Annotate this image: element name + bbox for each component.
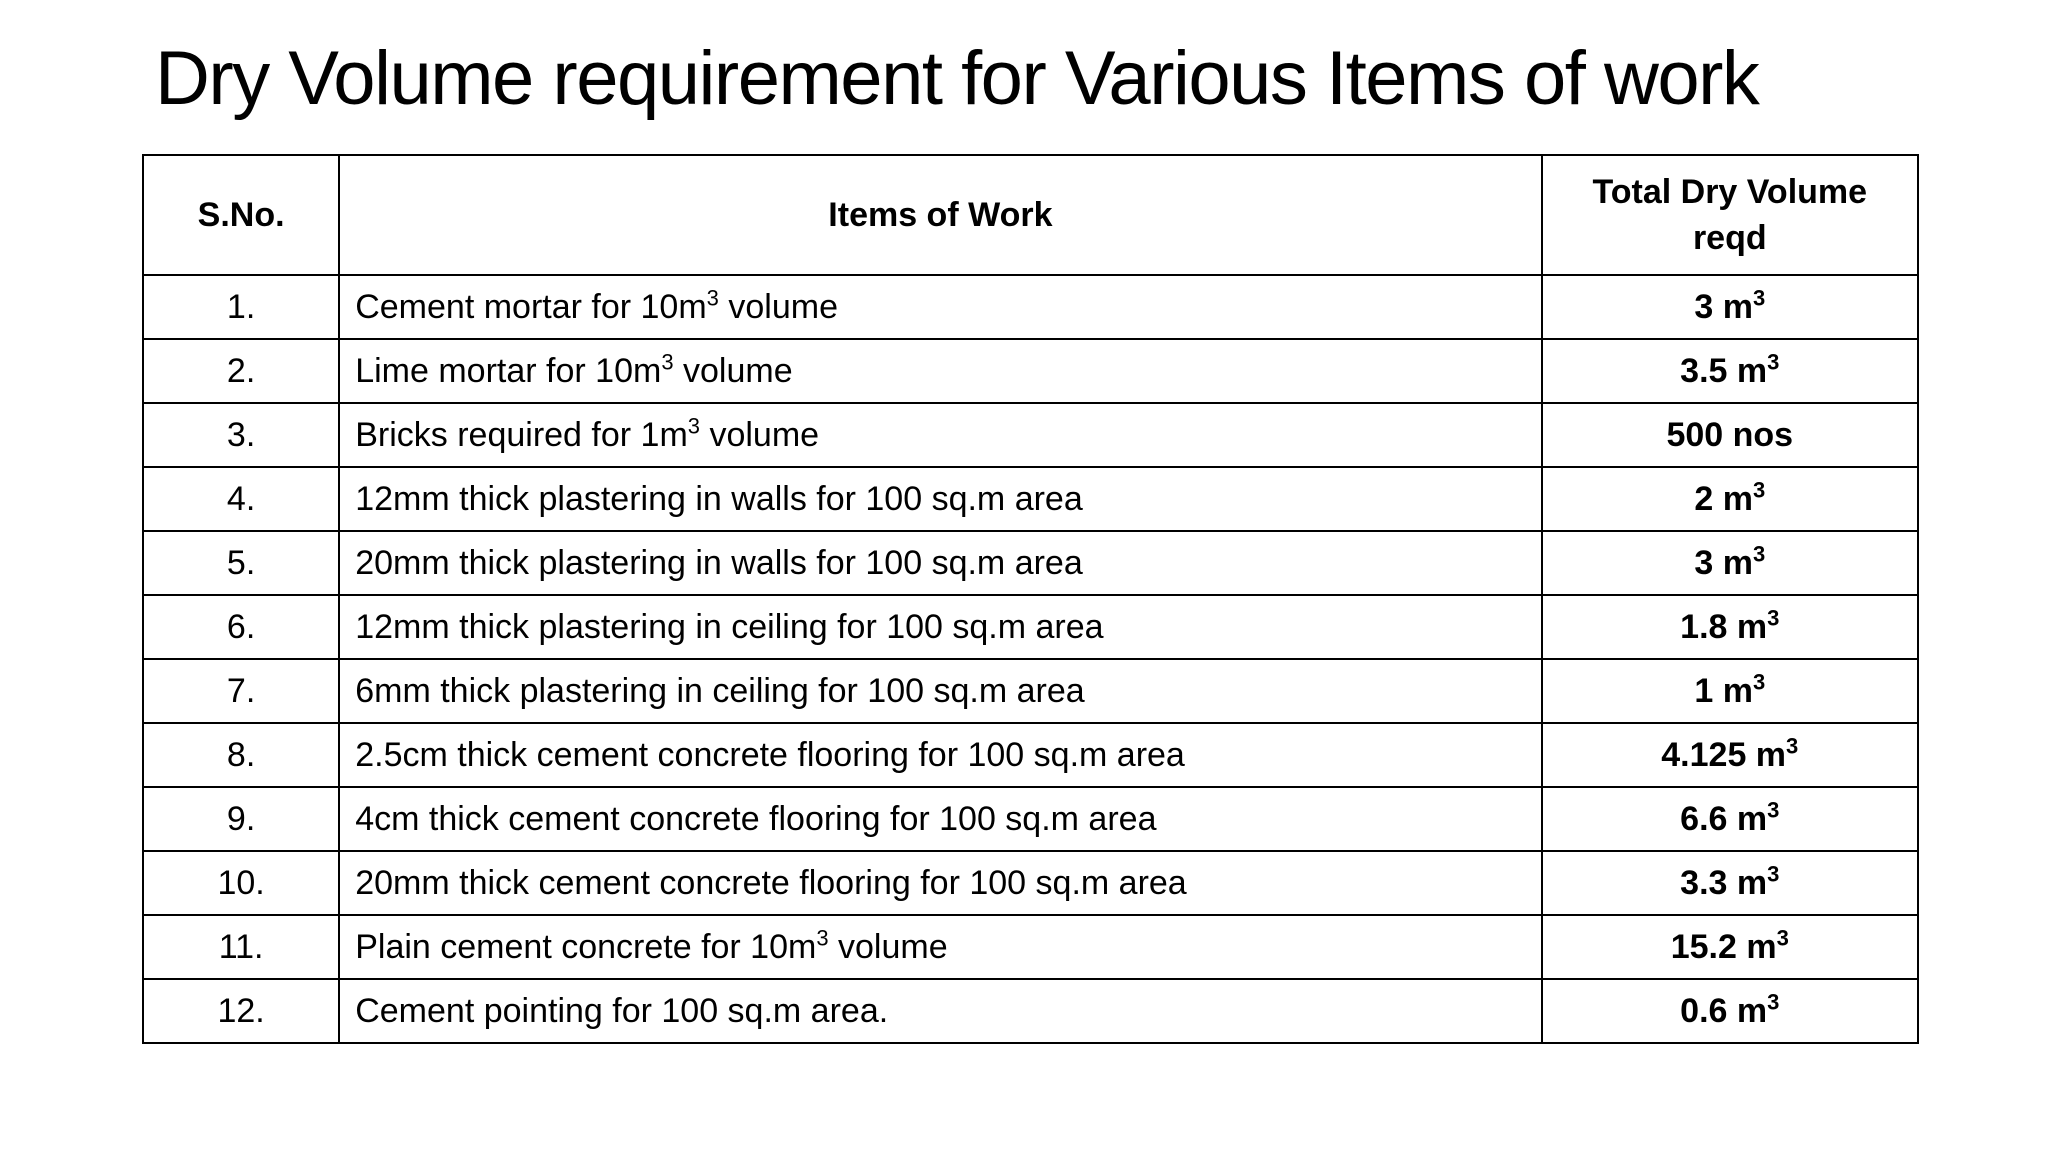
item-text-suffix: volume	[700, 415, 820, 454]
row-total-dry-volume	[1542, 979, 1918, 1043]
table-row	[143, 659, 1918, 723]
row-item-of-work	[339, 595, 1541, 659]
item-text-suffix: volume	[673, 351, 793, 390]
volume-superscript: 3	[1767, 349, 1780, 375]
table-row	[143, 467, 1918, 531]
item-text: Bricks required for 1m	[355, 415, 688, 454]
volume-value: 0.6 m	[1680, 991, 1768, 1030]
volume-value: 15.2 m	[1670, 927, 1777, 966]
volume-value: 3 m	[1694, 543, 1753, 582]
row-item-of-work	[339, 659, 1541, 723]
row-total-dry-volume	[1542, 467, 1918, 531]
header-total-dry-volume	[1542, 155, 1918, 275]
volume-value: 500 nos	[1666, 415, 1794, 454]
table-row	[143, 275, 1918, 339]
item-text: 4cm thick cement concrete flooring for 100 sq.m area	[355, 799, 1157, 838]
volume-superscript: 3	[1767, 605, 1780, 631]
item-superscript: 3	[687, 413, 701, 439]
item-text: Plain cement concrete for 10m	[355, 927, 817, 966]
row-sno: 3.	[143, 403, 339, 467]
item-text: 12mm thick plastering in ceiling for 100 sq.m area	[355, 607, 1104, 646]
row-sno: 1.	[143, 275, 339, 339]
volume-superscript: 3	[1752, 477, 1766, 503]
volume-value: 3.3 m	[1680, 863, 1768, 902]
row-sno: 2.	[143, 339, 339, 403]
row-total-dry-volume	[1542, 659, 1918, 723]
item-text: 12mm thick plastering in walls for 100 sq.m area	[355, 479, 1083, 518]
row-item-of-work	[339, 275, 1541, 339]
item-text: 20mm thick plastering in walls for 100 sq.m area	[355, 543, 1083, 582]
row-sno: 11.	[143, 915, 339, 979]
volume-superscript: 3	[1767, 797, 1780, 823]
row-total-dry-volume	[1542, 275, 1918, 339]
volume-superscript: 3	[1767, 989, 1780, 1015]
row-sno: 4.	[143, 467, 339, 531]
row-item-of-work	[339, 531, 1541, 595]
dry-volume-table	[142, 154, 1919, 1044]
volume-superscript: 3	[1767, 861, 1780, 887]
item-text: Lime mortar for 10m	[355, 351, 662, 390]
row-total-dry-volume	[1542, 531, 1918, 595]
row-total-dry-volume	[1542, 723, 1918, 787]
header-sno: S.No.	[143, 155, 339, 275]
volume-value: 3 m	[1694, 287, 1753, 326]
row-total-dry-volume	[1542, 595, 1918, 659]
item-superscript: 3	[706, 285, 719, 311]
row-total-dry-volume	[1542, 339, 1918, 403]
row-item-of-work	[339, 979, 1541, 1043]
table-row	[143, 723, 1918, 787]
slide-title: Dry Volume requirement for Various Items of work	[155, 36, 1759, 121]
row-item-of-work	[339, 403, 1541, 467]
row-sno: 12.	[143, 979, 339, 1043]
volume-superscript: 3	[1776, 925, 1789, 951]
row-sno: 8.	[143, 723, 339, 787]
table-row	[143, 595, 1918, 659]
volume-value: 3.5 m	[1680, 351, 1768, 390]
table-row	[143, 339, 1918, 403]
volume-value: 6.6 m	[1680, 799, 1768, 838]
volume-superscript: 3	[1786, 733, 1799, 759]
table-row	[143, 403, 1918, 467]
row-sno: 5.	[143, 531, 339, 595]
header-volume-line1: Total Dry Volume	[1592, 173, 1868, 211]
row-sno: 10.	[143, 851, 339, 915]
row-sno: 7.	[143, 659, 339, 723]
item-superscript: 3	[816, 925, 829, 951]
item-text: 2.5cm thick cement concrete flooring for 100 sq.m area	[355, 735, 1185, 774]
volume-value: 1 m	[1694, 671, 1753, 710]
row-item-of-work	[339, 467, 1541, 531]
row-total-dry-volume	[1542, 851, 1918, 915]
volume-value: 4.125 m	[1661, 735, 1787, 774]
table-row	[143, 979, 1918, 1043]
volume-superscript: 3	[1752, 541, 1766, 567]
table-header-row	[143, 155, 1918, 275]
item-text: Cement pointing for 100 sq.m area.	[355, 991, 889, 1030]
volume-superscript: 3	[1752, 669, 1766, 695]
header-items-of-work: Items of Work	[339, 155, 1541, 275]
row-item-of-work	[339, 851, 1541, 915]
table-row	[143, 851, 1918, 915]
volume-value: 2 m	[1694, 479, 1753, 518]
item-superscript: 3	[661, 349, 674, 375]
table-body	[143, 275, 1918, 1043]
row-total-dry-volume	[1542, 403, 1918, 467]
row-item-of-work	[339, 723, 1541, 787]
table-row	[143, 915, 1918, 979]
volume-value: 1.8 m	[1680, 607, 1768, 646]
row-sno: 9.	[143, 787, 339, 851]
volume-superscript: 3	[1752, 285, 1766, 311]
table-row	[143, 787, 1918, 851]
row-total-dry-volume	[1542, 787, 1918, 851]
item-text-suffix: volume	[828, 927, 948, 966]
item-text-suffix: volume	[718, 287, 838, 326]
row-sno: 6.	[143, 595, 339, 659]
row-item-of-work	[339, 787, 1541, 851]
item-text: 6mm thick plastering in ceiling for 100 sq.m area	[355, 671, 1085, 710]
item-text: Cement mortar for 10m	[355, 287, 707, 326]
row-total-dry-volume	[1542, 915, 1918, 979]
table-row	[143, 531, 1918, 595]
header-volume-line2: reqd	[1692, 219, 1767, 257]
item-text: 20mm thick cement concrete flooring for 100 sq.m area	[355, 863, 1187, 902]
row-item-of-work	[339, 915, 1541, 979]
row-item-of-work	[339, 339, 1541, 403]
